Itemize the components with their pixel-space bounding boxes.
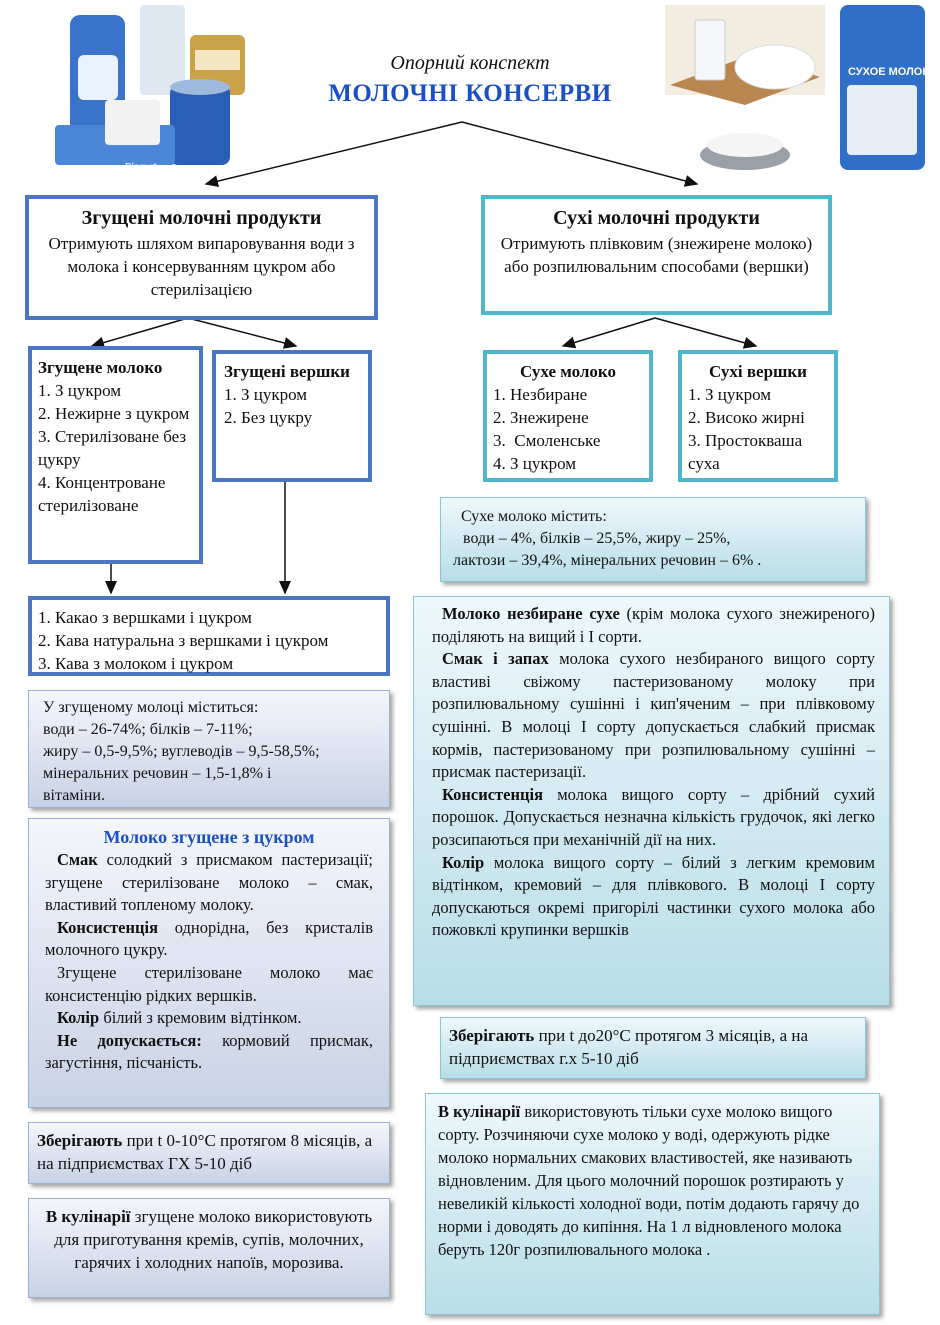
image-package-text: СУХОЕ МОЛОКО bbox=[848, 66, 930, 78]
list-item: 2. Кава натуральна з вершками і цукром bbox=[38, 631, 329, 650]
list-item: 3. Кава з молоком і цукром bbox=[38, 654, 234, 673]
sugar-sterile-paragraph: Згущене стерилізоване молоко має консистенцію рідких вершків. bbox=[45, 962, 373, 1005]
condensed-products-desc: Отримують шляхом випаровування води з молока і консервуванням цукром або стерилізацією bbox=[48, 234, 355, 299]
culinary-value: використовують тільки сухе молоко вищого сорту. Розчиняючи сухе молоко у воді, одержують рідке молоко нормальних смакових властивостей, яке називають відновленим. Для цього молочний порошок розтирають у невеликій кількості холодної води, потім додають гарячу до норми і доводять до кипіння. На 1 л відновленого молока беруть 120г розпилювального молока . bbox=[438, 1102, 860, 1259]
defects-text: кормовий присмак, загустіння, пісчаність. bbox=[45, 1030, 373, 1073]
list-item: 1. З цукром bbox=[688, 385, 772, 404]
composition-line: жиру – 0,5-9,5%; вуглеводів – 9,5-58,5%; bbox=[43, 743, 320, 760]
storage-value: при t до20°C протягом 3 місяців, а на підприємствах г.х 5-10 діб bbox=[449, 1026, 809, 1068]
taste-smell-label: Смак і запах bbox=[442, 649, 549, 669]
storage-value: при t 0-10°C протягом 8 місяців, а на підприємствах ГХ 5-10 діб bbox=[37, 1131, 373, 1173]
color-label: Колір bbox=[57, 1008, 100, 1028]
condensed-milk-box bbox=[28, 346, 203, 564]
dry-cream-title: Сухі вершки bbox=[709, 362, 807, 381]
sugar-taste-paragraph bbox=[45, 849, 373, 917]
dry-milk-title: Сухе молоко bbox=[520, 362, 616, 381]
condensed-culinary-box bbox=[28, 1198, 390, 1298]
composition-line: У згущеному молоці міститься: bbox=[43, 699, 259, 716]
arrow-condensed-milk bbox=[92, 318, 188, 346]
culinary-text bbox=[43, 1205, 375, 1274]
page-title: МОЛОЧНІ КОНСЕРВИ bbox=[328, 80, 612, 107]
composition-line: води – 4%, білків – 25,5%, жиру – 25%, bbox=[463, 530, 731, 547]
consistency-label: Консистенція bbox=[57, 917, 159, 937]
whole-milk-label: Молоко незбиране сухе bbox=[442, 604, 620, 623]
sugar-defects-paragraph bbox=[45, 1030, 373, 1075]
list-item: 3. Простокваша суха bbox=[688, 431, 803, 473]
whole-milk-text: (крім молока сухого знежиреного) поділяють на вищий і І сорти. bbox=[432, 604, 875, 646]
storage-text bbox=[449, 1024, 857, 1070]
dry-color-paragraph bbox=[432, 852, 875, 942]
whole-milk-paragraph bbox=[432, 603, 875, 648]
list-item: 1. З цукром bbox=[224, 385, 308, 404]
sugar-milk-title: Молоко згущене з цукром bbox=[103, 827, 315, 847]
list-item: 1. Незбиране bbox=[493, 385, 588, 404]
dry-products-desc: Отримують плівковим (знежирене молоко) або розпилювальним способами (вершки) bbox=[500, 234, 813, 276]
condensed-products-title: Згущені молочні продукти bbox=[81, 207, 322, 229]
dry-whole-milk-box bbox=[413, 596, 890, 1006]
condensed-drinks-box bbox=[28, 596, 390, 676]
composition-line: лактози – 39,4%, мінеральних речовин – 6% . bbox=[453, 552, 762, 569]
list-item: 2. Знежирене bbox=[493, 408, 589, 427]
dry-milk-box bbox=[483, 350, 653, 482]
list-item: 2. Високо жирні bbox=[688, 408, 805, 427]
sugar-color-paragraph bbox=[45, 1007, 373, 1030]
sugar-consistency-paragraph bbox=[45, 917, 373, 962]
condensed-cream-box bbox=[212, 350, 372, 482]
arrow-title-right bbox=[462, 122, 697, 184]
arrow-dry-cream bbox=[655, 318, 756, 346]
composition-line: мінеральних речовин – 1,5-1,8% і bbox=[43, 765, 272, 782]
consistency-text: однорідна, без кристалів молочного цукру. bbox=[45, 917, 373, 960]
list-item: 4. З цукром bbox=[493, 454, 577, 473]
culinary-label: В кулінарії bbox=[45, 1207, 131, 1226]
dry-products-box bbox=[481, 195, 832, 315]
dry-color-label: Колір bbox=[442, 852, 485, 872]
composition-line: Сухе молоко містить: bbox=[461, 508, 607, 525]
condensed-composition-box bbox=[28, 690, 390, 808]
defects-label: Не допускається: bbox=[57, 1030, 202, 1050]
dry-consistency-label: Консистенція bbox=[442, 784, 544, 804]
culinary-value: згущене молоко використовують для приготування кремів, супів, молочних, гарячих і холодних напоїв, морозива. bbox=[54, 1207, 373, 1272]
list-item: 3. Стерилізоване без цукру bbox=[38, 427, 187, 469]
list-item: 1. З цукром bbox=[38, 381, 122, 400]
list-item: 4. Концентроване стерилізоване bbox=[38, 473, 166, 515]
list-item: 1. Какао з вершками і цукром bbox=[38, 608, 252, 627]
dry-color-text: молока вищого сорту – білий з легким кремовим відтінком, кремовий – для плівкового. В молоці І сорту допускаються окремі пригорілі частинки сухого молока або пожовклі крупинки вершків bbox=[432, 852, 875, 940]
composition-line: вітаміни. bbox=[43, 787, 105, 804]
taste-text: солодкий з присмаком пастеризації; згущене стерилізоване молоко – смак, властивий топленому молоку. bbox=[45, 850, 373, 915]
dry-cream-box bbox=[678, 350, 838, 482]
storage-label: Зберігають bbox=[37, 1131, 123, 1150]
condensed-milk-title: Згущене молоко bbox=[38, 358, 163, 377]
storage-label: Зберігають bbox=[449, 1026, 535, 1045]
taste-label: Смак bbox=[57, 850, 98, 869]
storage-text bbox=[37, 1129, 381, 1175]
composition-line: води – 26-74%; білків – 7-11%; bbox=[43, 721, 253, 738]
arrow-condensed-cream bbox=[188, 318, 296, 346]
dry-storage-box bbox=[440, 1017, 866, 1079]
color-text: білий з кремовим відтінком. bbox=[99, 1008, 302, 1028]
culinary-label: В кулінарії bbox=[438, 1102, 521, 1121]
list-item: 2. Нежирне з цукром bbox=[38, 404, 190, 423]
condensed-sugar-box bbox=[28, 818, 390, 1108]
taste-smell-paragraph bbox=[432, 648, 875, 784]
arrow-dry-milk bbox=[563, 318, 655, 346]
culinary-text bbox=[438, 1100, 867, 1261]
taste-smell-text: молока сухого незбираного вищого сорту властиві свіжому пастеризованому молоку при розпилювальному сушінні і кип'яченим – при плівковому сушінні. В молоці І сорту допускається слабкий присмак кормів, пастеризованому при розпилювальному сушінні – присмак пастеризації. bbox=[432, 649, 875, 782]
image-brand-text: Blogurt bbox=[125, 162, 157, 173]
condensed-cream-title: Згущені вершки bbox=[224, 362, 350, 381]
dry-products-title: Сухі молочні продукти bbox=[553, 207, 760, 229]
page-subtitle: Опорний конспект bbox=[390, 52, 550, 74]
dry-composition-box bbox=[440, 497, 866, 582]
condensed-storage-box bbox=[28, 1122, 390, 1184]
list-item: 2. Без цукру bbox=[224, 408, 313, 427]
dry-consistency-text: молока вищого сорту – дрібний сухий порошок. Допускається незначна кількість грудочок, які легко розсипаються при механічній дії на них. bbox=[432, 784, 875, 849]
condensed-products-box bbox=[25, 195, 378, 320]
list-item: 3. Смоленське bbox=[493, 431, 601, 450]
dry-consistency-paragraph bbox=[432, 784, 875, 852]
dry-culinary-box bbox=[425, 1093, 880, 1315]
